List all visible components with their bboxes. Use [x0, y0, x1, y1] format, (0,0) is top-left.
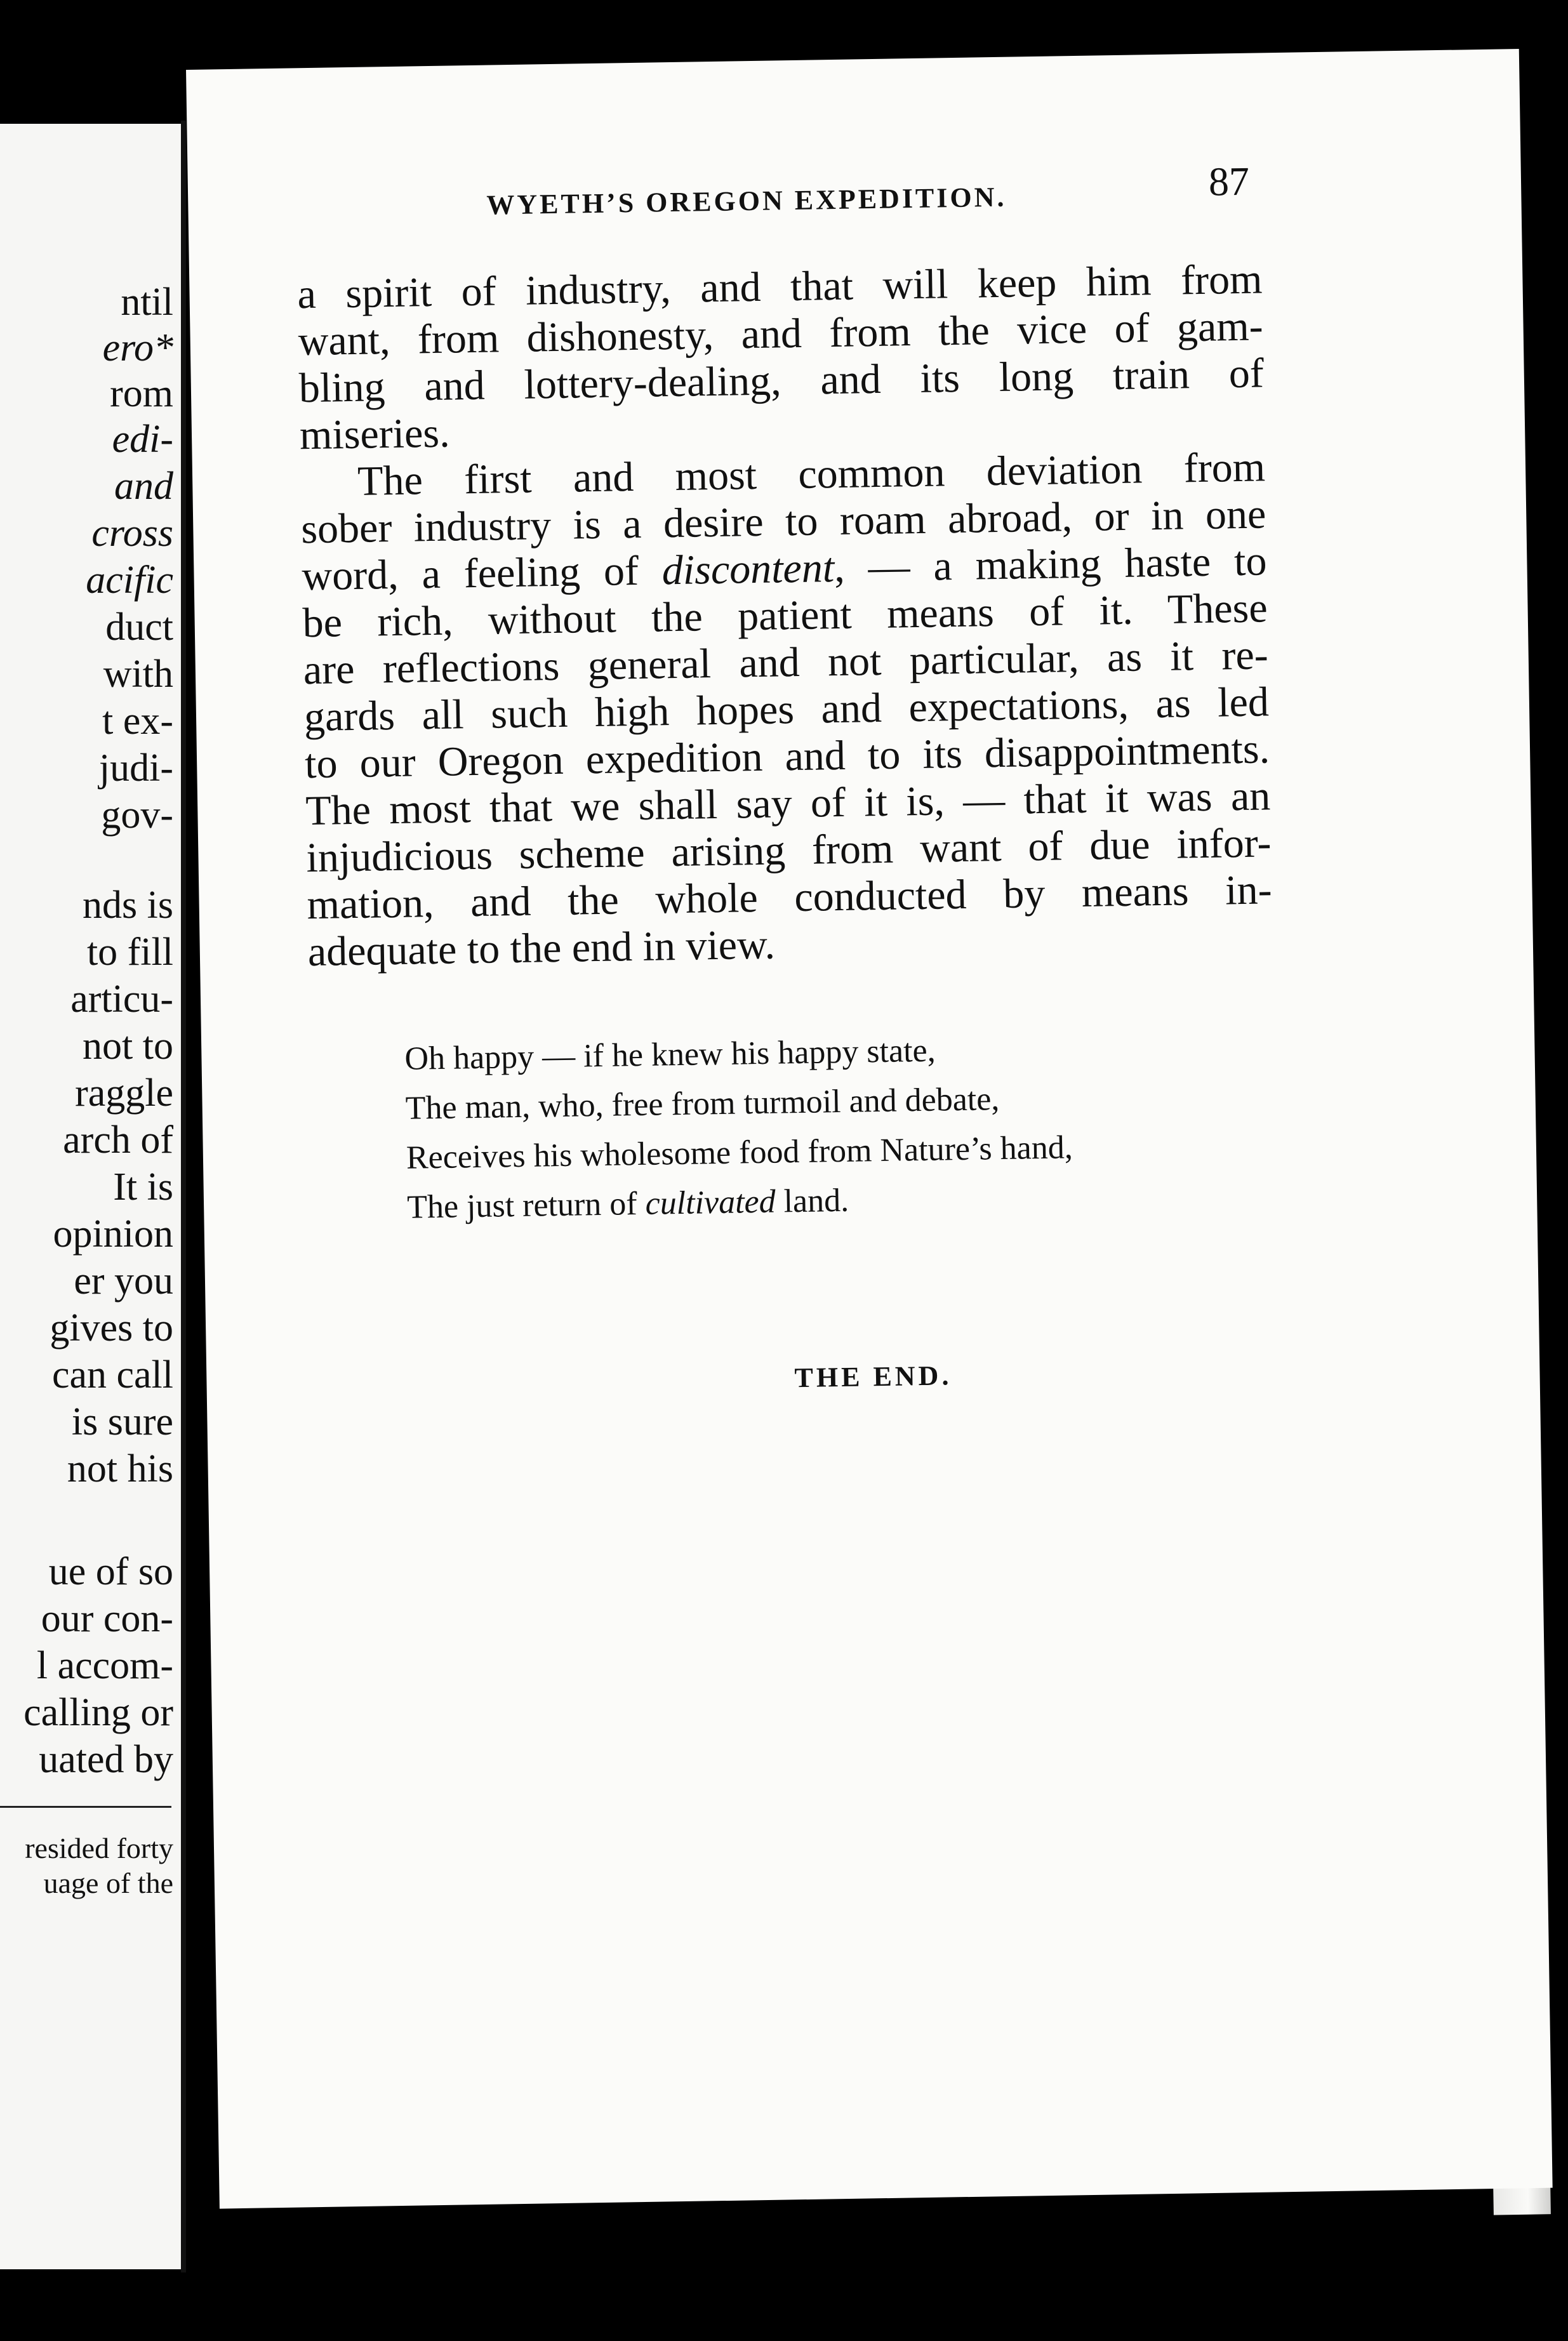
left-fragment: duct [105, 606, 173, 649]
left-fragment: ue of so [48, 1550, 173, 1593]
body-line: to our Oregon expedition and to its disappointments. [304, 726, 1270, 788]
left-fragment: ero* [102, 326, 173, 369]
body-line: gards all such high hopes and expectations, as led [303, 679, 1270, 741]
left-fragment: rom [110, 372, 173, 415]
body-line: want, from dishonesty, and from the vice of gam- [298, 303, 1264, 365]
left-fragment: can call [51, 1353, 173, 1396]
left-fragment: cross [91, 512, 173, 555]
left-fragment: gives to [50, 1306, 173, 1350]
left-fragment: and [114, 465, 173, 508]
left-fragment: judi- [98, 746, 173, 790]
body-line: The most that we shall say of it is, — that it was an [305, 773, 1271, 835]
body-line: adequate to the end in view. [307, 921, 776, 976]
left-fragment: er you [74, 1259, 173, 1303]
body-line: mation, and the whole conducted by means in- [307, 866, 1273, 929]
left-footnote-line: uage of the [43, 1867, 173, 1899]
left-fragment: opinion [53, 1212, 173, 1256]
body-line: The first and most common deviation from [357, 444, 1266, 505]
body-line: bling and lottery-dealing, and its long train of [298, 350, 1265, 412]
left-fragment: It is [113, 1165, 173, 1209]
left-fragment: l accom- [36, 1644, 173, 1687]
left-footnote-line: resided forty [25, 1832, 173, 1864]
left-fragment: t ex- [102, 700, 173, 743]
left-fragment: not his [67, 1447, 173, 1490]
body-line: injudicious scheme arising from want of due infor- [305, 819, 1272, 882]
left-fragment: raggle [75, 1071, 173, 1115]
left-fragment: calling or [23, 1691, 173, 1734]
poem-line: The man, who, free from turmoil and debate, [405, 1081, 1000, 1127]
right-page [186, 49, 1553, 2209]
poem [404, 1024, 1074, 1232]
left-fragment: arch of [63, 1118, 173, 1162]
left-fragment: not to [83, 1025, 173, 1068]
left-fragment: acific [86, 559, 173, 602]
left-fragment: nds is [83, 884, 173, 927]
body-line: are reflections general and not particular, as it re- [303, 632, 1269, 694]
body-line: a spirit of industry, and that will keep him from [297, 256, 1263, 318]
left-fragment: articu- [70, 978, 173, 1021]
poem-line: Receives his wholesome food from Nature’s hand, [406, 1129, 1073, 1176]
left-fragment: our con- [41, 1597, 173, 1640]
body-line: sober industry is a desire to roam abroad, or in one [300, 491, 1266, 553]
poem-line: Oh happy — if he knew his happy state, [404, 1032, 936, 1077]
body-line: word, a feeling of discontent, — a making haste to [301, 538, 1267, 600]
left-fragment: gov- [101, 793, 173, 837]
left-fragment: edi- [112, 418, 173, 461]
body-line: be rich, without the patient means of it. These [302, 585, 1268, 647]
left-fragment: with [103, 653, 173, 696]
footnote-rule [0, 1806, 171, 1808]
book-gutter [181, 121, 186, 2272]
poem-line: The just return of cultivated land. [406, 1182, 849, 1226]
left-page [0, 124, 181, 2269]
the-end: THE END. [794, 1360, 952, 1394]
left-fragment: to fill [86, 931, 173, 974]
body-text [297, 256, 1273, 976]
left-fragment: ntil [121, 281, 173, 324]
page-number: 87 [1208, 158, 1250, 204]
left-fragment: is sure [71, 1400, 173, 1443]
left-fragment: uated by [39, 1738, 173, 1781]
running-head: WYETH’S OREGON EXPEDITION. [486, 181, 1007, 221]
body-line: miseries. [299, 409, 451, 459]
